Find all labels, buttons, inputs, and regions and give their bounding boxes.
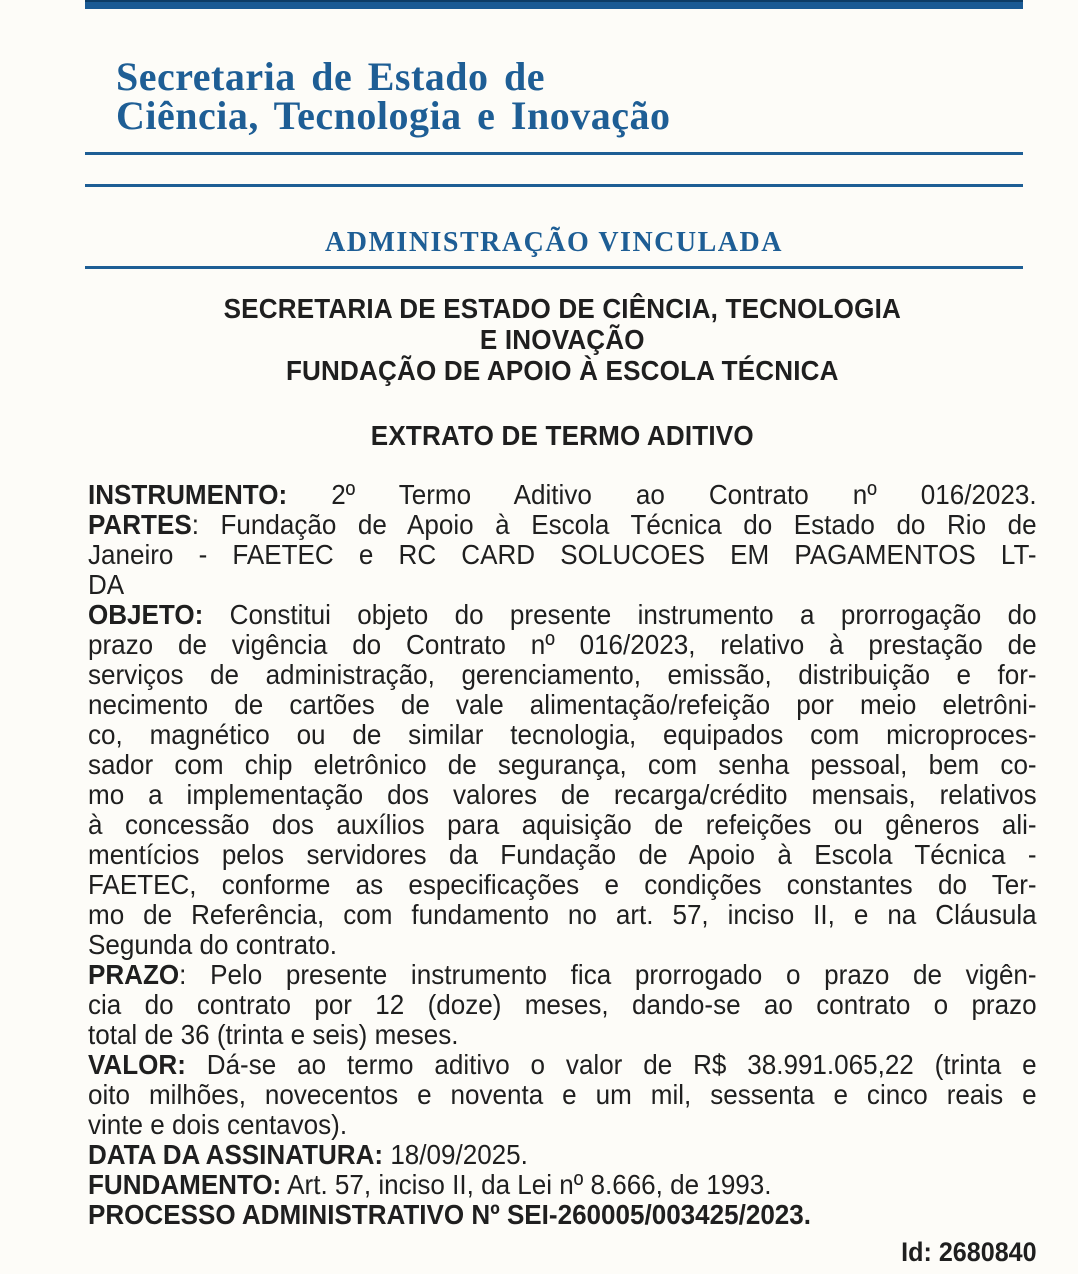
body-line: prazo de vigência do Contrato nº 016/2023, relativo à prestação de — [88, 630, 1037, 660]
body-line: FUNDAMENTO: Art. 57, inciso II, da Lei nº 8.666, de 1993. — [88, 1170, 772, 1200]
body-line-label: FUNDAMENTO: — [88, 1170, 282, 1200]
body-line-label: DATA DA ASSINATURA: — [88, 1140, 384, 1170]
body-line-label: PRAZO — [88, 960, 180, 990]
body-line: oito milhões, novecentos e noventa e um mil, sessenta e cinco reais e — [88, 1080, 1037, 1110]
doc-title: EXTRATO DE TERMO ADITIVO — [370, 420, 754, 451]
org-heading — [88, 293, 1037, 386]
body-line-label: PROCESSO ADMINISTRATIVO Nº SEI-260005/003425/2023. — [88, 1200, 812, 1230]
body-line: DATA DA ASSINATURA: 18/09/2025. — [88, 1140, 528, 1170]
body-line: cia do contrato por 12 (doze) meses, dando-se ao contrato o prazo — [88, 990, 1037, 1020]
org-heading-line-3: FUNDAÇÃO DE APOIO À ESCOLA TÉCNICA — [285, 355, 839, 386]
body-line: FAETEC, conforme as especificações e condições constantes do Ter- — [88, 870, 1037, 900]
body-line: à concessão dos auxílios para aquisição de refeições ou gêneros ali- — [88, 810, 1037, 840]
body-line: vinte e dois centavos). — [88, 1110, 348, 1140]
body-line: VALOR: Dá-se ao termo aditivo o valor de R$ 38.991.065,22 (trinta e — [88, 1050, 1037, 1080]
masthead-line-1: Secretaria de Estado de — [116, 54, 546, 99]
body-line-label: INSTRUMENTO: — [88, 480, 288, 510]
body-line: mentícios pelos servidores da Fundação de Apoio à Escola Técnica - — [88, 840, 1037, 870]
document-content — [88, 293, 1037, 1266]
body-text — [88, 480, 1037, 1230]
body-line: co, magnético ou de similar tecnologia, equipados com microproces- — [88, 720, 1037, 750]
doc-id: Id: 2680840 — [901, 1237, 1037, 1267]
section-label: ADMINISTRAÇÃO VINCULADA — [325, 227, 783, 258]
masthead-top-bar — [85, 0, 1023, 9]
org-heading-line-1: SECRETARIA DE ESTADO DE CIÊNCIA, TECNOLOGIA — [223, 293, 901, 324]
body-line: mo de Referência, com fundamento no art. 57, inciso II, e na Cláusula — [88, 900, 1037, 930]
body-line — [88, 1200, 1037, 1230]
body-line: Janeiro - FAETEC e RC CARD SOLUCOES EM PAGAMENTOS LT- — [88, 540, 1037, 570]
body-line: DA — [88, 570, 125, 600]
body-line: necimento de cartões de vale alimentação/refeição por meio eletrôni- — [88, 690, 1037, 720]
divider-rule-top — [85, 152, 1023, 155]
body-line-label: PARTES — [88, 510, 192, 540]
divider-rule-middle — [85, 184, 1023, 187]
masthead-line-2: Ciência, Tecnologia e Inovação — [116, 93, 671, 138]
body-line: OBJETO: Constitui objeto do presente instrumento a prorrogação do — [88, 600, 1037, 630]
body-line: PARTES: Fundação de Apoio à Escola Técnica do Estado do Rio de — [88, 510, 1037, 540]
body-line: total de 36 (trinta e seis) meses. — [88, 1020, 459, 1050]
body-line: serviços de administração, gerenciamento, emissão, distribuição e for- — [88, 660, 1037, 690]
body-line: Segunda do contrato. — [88, 930, 338, 960]
org-heading-line-2: E INOVAÇÃO — [479, 324, 645, 355]
masthead — [116, 54, 671, 138]
body-line: INSTRUMENTO: 2º Termo Aditivo ao Contrato nº 016/2023. — [88, 480, 1037, 510]
body-line: sador com chip eletrônico de segurança, com senha pessoal, bem co- — [88, 750, 1037, 780]
body-line-label: VALOR: — [88, 1050, 186, 1080]
divider-rule-bottom — [85, 266, 1023, 269]
body-line: mo a implementação dos valores de recarga/crédito mensais, relativos — [88, 780, 1037, 810]
body-line-label: OBJETO: — [88, 600, 204, 630]
body-line: PRAZO: Pelo presente instrumento fica prorrogado o prazo de vigên- — [88, 960, 1037, 990]
